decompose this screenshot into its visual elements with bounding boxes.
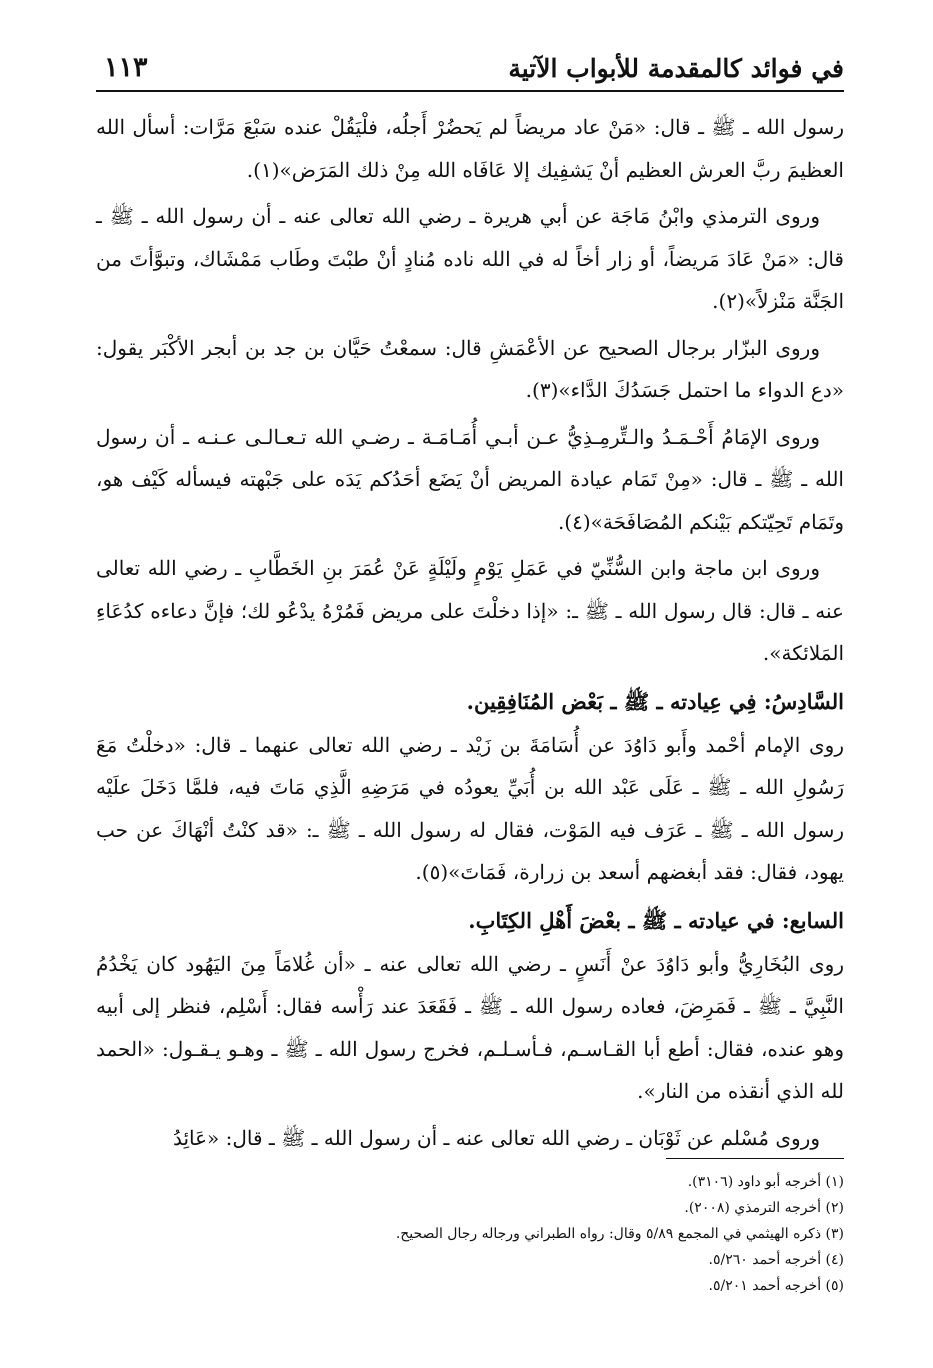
page-body <box>96 106 844 1163</box>
running-title: في فوائد كالمقدمة للأبواب الآتية <box>508 54 844 83</box>
footnote: (٤) أخرجه أحمد ٥/٢٦٠. <box>708 1252 844 1268</box>
footnote: (٢) أخرجه الترمذي (٢٠٠٨). <box>684 1200 844 1216</box>
page-header <box>96 50 844 88</box>
paragraph: وروى ابن ماجة وابن السُّنِّيّ في عَمَلِ يَوْمٍ ولَيْلَةٍ عَنْ عُمَرَ بنِ الخَطَّابِ ـ رضي الله تعالى عنه ـ قال: قال رسول الله ـ ﷺ ـ: «إذا دخلْتَ على مريض فَمُرْهُ يدْعُو لك؛ فإنَّ دعاءه كدُعَاءِ المَلائكة». <box>96 556 844 665</box>
footnote: (٣) ذكره الهيثمي في المجمع ٥/٨٩ وقال: رواه الطبراني ورجاله رجال الصحيح. <box>395 1226 844 1242</box>
header-rule <box>96 90 844 92</box>
footnotes <box>96 1158 844 1299</box>
paragraph: وروى الإمَامُ أَحْـمَـدُ والـتِّرمِـذِيُّ عـن أبـي أُمَـامَـة ـ رضـي الله تـعـالـى عـنـه ـ أن رسول الله ـ ﷺ ـ قال: «مِنْ تَمَام عيادة المريض أنْ يَضَع أحَدُكم يَدَه على جَبْهته فيسأله كَيْف هو، وتَمَام تَحِيّتكم بَيْنكم المُصَافَحَة»(٤). <box>96 424 844 534</box>
page-number: ١١٣ <box>104 52 148 83</box>
book-page <box>96 50 844 1350</box>
footnote: (١) أخرجه أبو داود (٣١٠٦). <box>687 1174 844 1190</box>
paragraph: رسول الله ـ ﷺ ـ قال: «مَنْ عاد مريضاً لم يَحضُرْ أَجلُه، فلْيَقُلْ عنده سَبْعَ مَرَّات: أسأل الله العظيمَ ربَّ العرش العظيم أنْ يَشفِيك إلا عَافَاه الله مِنْ ذلك المَرَض»(١). <box>96 115 844 182</box>
paragraph: روى البُخَارِيُّ وأبو دَاوُدَ عنْ أَنَسٍ ـ رضي الله تعالى عنه ـ «أن غُلامَاً مِنَ اليَهُود كان يَخْدُمُ النَّبِيَّ ـ ﷺ ـ فَمَرِضَ، فعاده رسول الله ـ ﷺ ـ فَقَعَدَ عند رَأْسه فقال: أَسْلِم، فنظر إلى أبيه وهو عنده، فقال: أطع أبا القـاسـم، فـأسـلـم، فخرج رسول الله ـ ﷺ ـ وهـو يـقـول: «الحمد لله الذي أنقذه من النار». <box>96 951 844 1103</box>
footnote-rule <box>666 1158 844 1159</box>
section-heading: السابع: في عيادته ـ ﷺ ـ بعْضَ أَهْلِ الكِتَابِ. <box>468 907 844 933</box>
paragraph: وروى مُسْلم عن ثَوْبَان ـ رضي الله تعالى عنه ـ أن رسول الله ـ ﷺ ـ قال: «عَائِدُ <box>172 1125 820 1150</box>
paragraph: وروى البزّار برجال الصحيح عن الأعْمَشِ قال: سمعْتُ حَيَّان بن جد بن أبجر الأكْبَر يقول: «دع الدواء ما احتمل جَسَدُكَ الدَّاء»(٣). <box>96 335 844 402</box>
paragraph: وروى الترمذي وابْنُ مَاجَة عن أبي هريرة ـ رضي الله تعالى عنه ـ أن رسول الله ـ ﷺ ـ قال: «مَنْ عَادَ مَريضاً، أو زار أخاً له في الله ناده مُنادٍ أنْ طبْتَ وطَاب مَمْشَاك، وتبوَّأتَ من الجَنَّة مَنْزلاً»(٢). <box>96 204 844 313</box>
section-heading: السَّادِسُ: فِي عِيادته ـ ﷺ ـ بَعْض المُنَافِقِين. <box>466 688 844 714</box>
footnote: (٥) أخرجه أحمد ٥/٢٠١. <box>708 1278 844 1294</box>
paragraph: روى الإمام أحْمد وأَبو دَاوُدَ عن أُسَامَةَ بن زَيْد ـ رضي الله تعالى عنهما ـ قال: «دخلْتُ مَعَ رَسُولِ الله ـ ﷺ ـ عَلَى عَبْد الله بن أُبَيِّ يعودُه في مَرَضِهِ الَّذِي مَاتَ فيه، فلمَّا دَخَلَ علَيْه رسول الله ـ ﷺ ـ عَرَف فيه المَوْت، فقال له رسول الله ـ ﷺ ـ: «قد كنْتُ أنْهَاكَ عن حب يهود، فقال: فقد أبغضهم أسعد بن زرارة، فَمَاتَ»(٥). <box>96 732 844 884</box>
